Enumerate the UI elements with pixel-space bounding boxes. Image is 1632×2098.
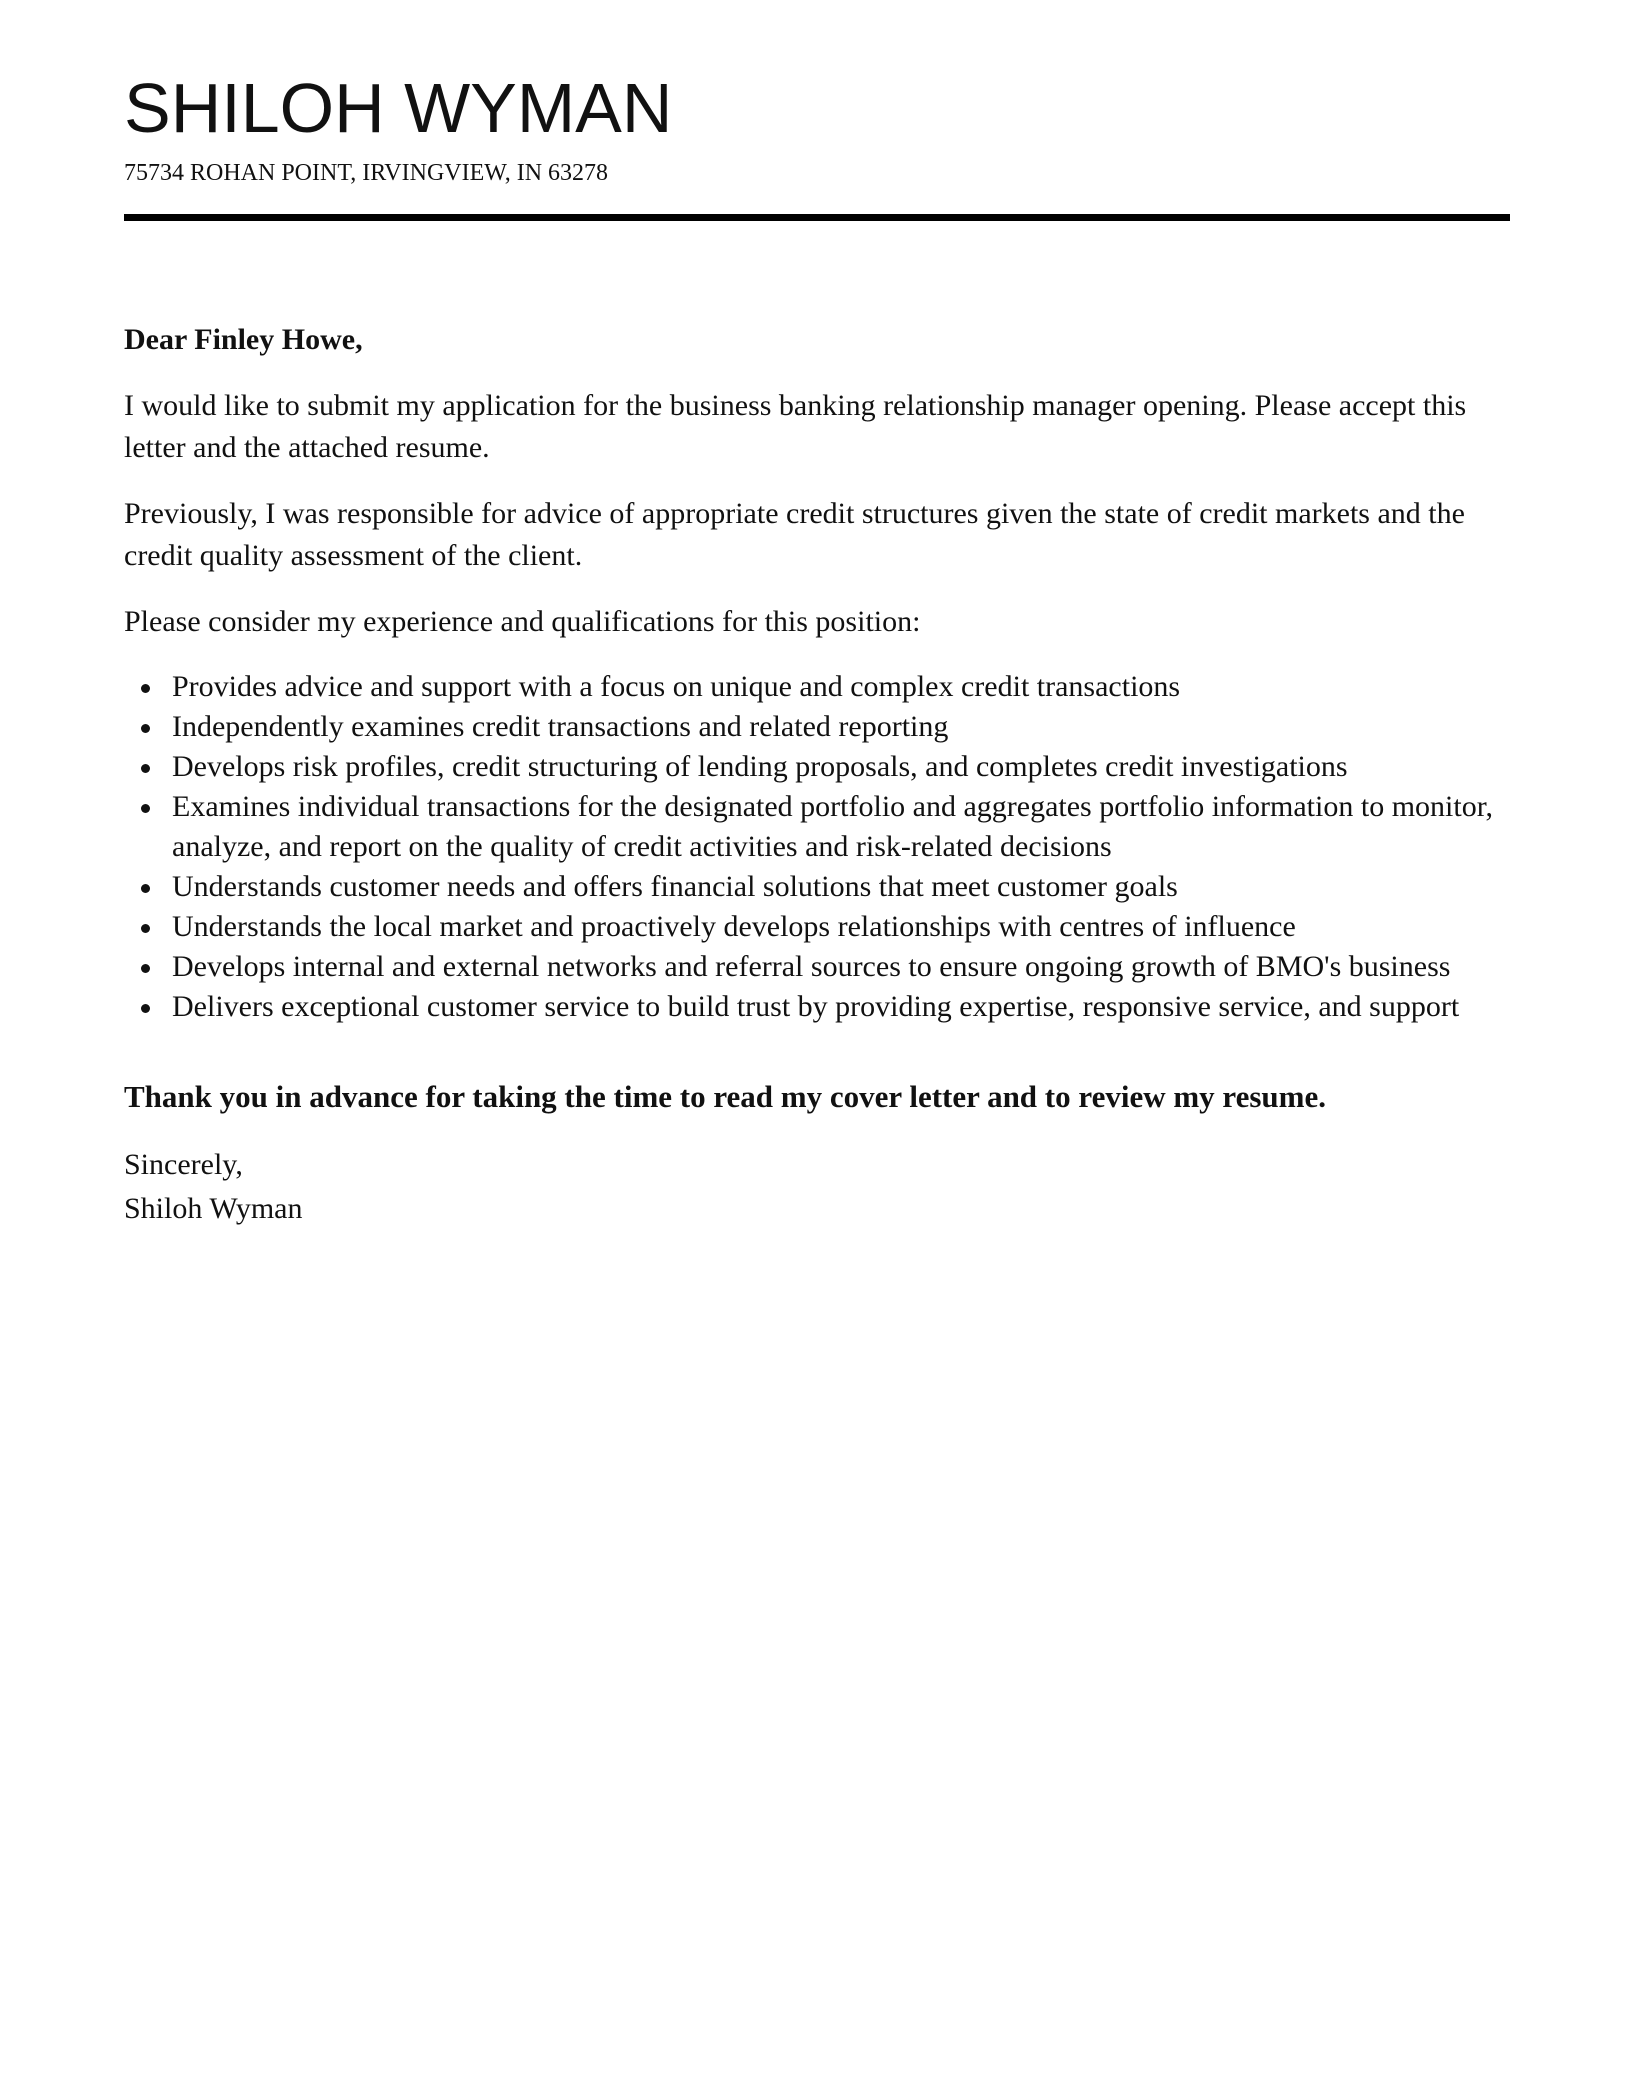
- bullet-dot-icon: [141, 1004, 150, 1013]
- list-item: [172, 747, 1510, 787]
- list-item-text: Develops internal and external networks and referral sources to ensure ongoing growth of BMO's business: [172, 950, 1451, 983]
- list-item: [172, 667, 1510, 707]
- list-item-text: Develops risk profiles, credit structuring of lending proposals, and completes credit investigations: [172, 750, 1348, 783]
- letter-body: [124, 319, 1510, 1231]
- signoff: Sincerely,: [124, 1148, 243, 1181]
- experience-paragraph: Previously, I was responsible for advice of appropriate credit structures given the state of credit markets and the credit quality assessment of the client.: [124, 497, 1465, 572]
- list-item: [172, 867, 1510, 907]
- intro-paragraph: I would like to submit my application for the business banking relationship manager opening. Please accept this letter and the attached resume.: [124, 389, 1467, 464]
- list-item: [172, 907, 1510, 947]
- salutation: Dear Finley Howe,: [124, 323, 363, 356]
- bullet-dot-icon: [141, 764, 150, 773]
- cover-letter-page: [124, 68, 1510, 1231]
- list-item-text: Delivers exceptional customer service to build trust by providing expertise, responsive service, and support: [172, 990, 1460, 1023]
- header-divider: [124, 214, 1510, 221]
- list-item: [172, 787, 1510, 867]
- list-item-text: Independently examines credit transactions and related reporting: [172, 710, 949, 743]
- list-item-text: Understands customer needs and offers financial solutions that meet customer goals: [172, 870, 1178, 903]
- list-item: [172, 707, 1510, 747]
- list-item-text: Examines individual transactions for the designated portfolio and aggregates portfolio information to monitor, analyze, and report on the quality of credit activities and risk-related decisions: [172, 790, 1493, 863]
- list-item: [172, 947, 1510, 987]
- bullet-dot-icon: [141, 884, 150, 893]
- list-item-text: Understands the local market and proactively develops relationships with centres of influence: [172, 910, 1296, 943]
- signature: Shiloh Wyman: [124, 1192, 303, 1225]
- bullet-dot-icon: [141, 684, 150, 693]
- bullet-dot-icon: [141, 804, 150, 813]
- list-item: [172, 987, 1510, 1027]
- applicant-name: SHILOH WYMAN: [124, 69, 673, 147]
- bullet-dot-icon: [141, 724, 150, 733]
- list-item-text: Provides advice and support with a focus on unique and complex credit transactions: [172, 670, 1181, 703]
- bullet-dot-icon: [141, 924, 150, 933]
- bullet-dot-icon: [141, 964, 150, 973]
- applicant-address: 75734 ROHAN POINT, IRVINGVIEW, IN 63278: [124, 160, 609, 186]
- qualifications-lead: Please consider my experience and qualifications for this position:: [124, 605, 921, 638]
- qualifications-list: [124, 667, 1510, 1027]
- closing-statement: Thank you in advance for taking the time to read my cover letter and to review my resume.: [124, 1079, 1327, 1114]
